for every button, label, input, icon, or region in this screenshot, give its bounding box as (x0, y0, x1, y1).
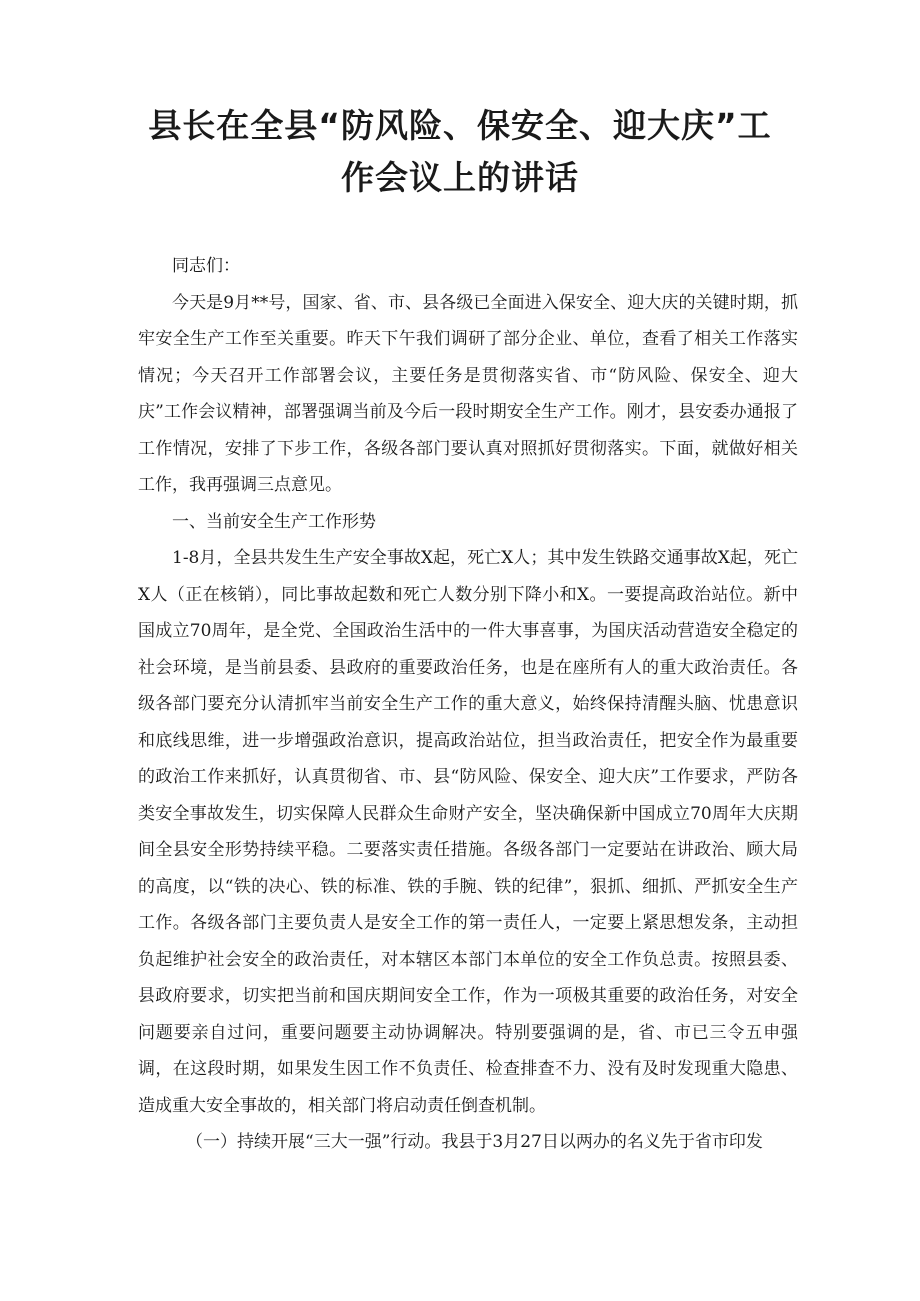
section-heading-1: 一、当前安全生产工作形势 (172, 511, 376, 532)
paragraph-intro: 今天是9月**号，国家、省、市、县各级已全面进入保安全、迎大庆的关键时期，抓牢安全生产工作至关重要。昨天下午我们调研了部分企业、单位，查看了相关工作落实情况；今天召开工作部署会议，主要任务是贯彻落实省、市“防风险、保安全、迎大庆”工作会议精神，部署强调当前及今后一段时期安全生产工作。刚才，县安委办通报了工作情况，安排了下步工作，各级各部门要认真对照抓好贯彻落实。下面，就做好相关工作，我再强调三点意见。 (138, 292, 798, 495)
greeting: 同志们： (172, 256, 240, 276)
subsection-heading-1: （一）持续开展“三大一强”行动。我县于3月27日以两办的名义先于省市印发 (186, 1132, 763, 1152)
title-line-2: 作会议上的讲话 (341, 158, 579, 197)
document-body (138, 248, 798, 1161)
title-line-1: 县长在全县“防风险、保安全、迎大庆”工 (148, 106, 772, 145)
document-title (80, 100, 840, 204)
paragraph-situation: 1-8月，全县共发生生产安全事故X起，死亡X人；其中发生铁路交通事故X起，死亡X人（正在核销），同比事故起数和死亡人数分别下降小和X。一要提高政治站位。新中国成立70周年，是全党、全国政治生活中的一件大事喜事，为国庆活动营造安全稳定的社会环境，是当前县委、县政府的重要政治任务，也是在座所有人的重大政治责任。各级各部门要充分认清抓牢当前安全生产工作的重大意义，始终保持清醒头脑、忧患意识和底线思维，进一步增强政治意识，提高政治站位，担当政治责任，把安全作为最重要的政治工作来抓好，认真贯彻省、市、县“防风险、保安全、迎大庆”工作要求，严防各类安全事故发生，切实保障人民群众生命财产安全，坚决确保新中国成立70周年大庆期间全县安全形势持续平稳。二要落实责任措施。各级各部门一定要站在讲政治、顾大局的高度，以“铁的决心、铁的标准、铁的手腕、铁的纪律”，狠抓、细抓、严抓安全生产工作。各级各部门主要负责人是安全工作的第一责任人，一定要上紧思想发条，主动担负起维护社会安全的政治责任，对本辖区本部门本单位的安全工作负总责。按照县委、县政府要求，切实把当前和国庆期间安全工作，作为一项极其重要的政治任务，对安全问题要亲自过问，重要问题要主动协调解决。特别要强调的是，省、市已三令五申强调，在这段时期，如果发生因工作不负责任、检查排查不力、没有及时发现重大隐患、造成重大安全事故的，相关部门将启动责任倒查机制。 (138, 548, 798, 1116)
